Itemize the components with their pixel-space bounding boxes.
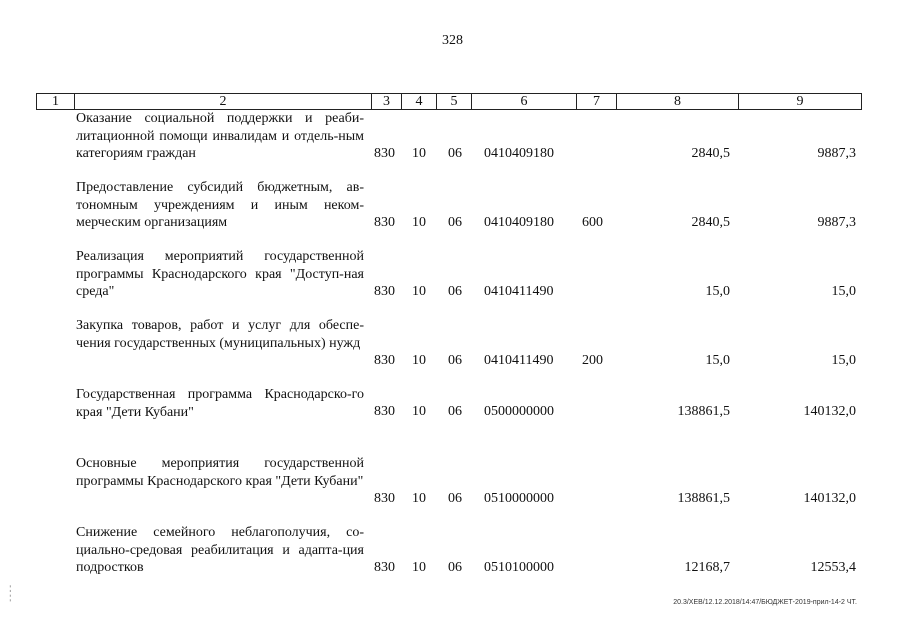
row-code-5: 06 <box>448 146 462 161</box>
row-amount-8: 15,0 <box>705 284 730 299</box>
row-code-4: 10 <box>412 491 426 506</box>
row-code-7: 200 <box>582 353 603 368</box>
row-amount-9: 15,0 <box>831 353 856 368</box>
table-row <box>0 317 905 386</box>
table-header <box>36 93 862 110</box>
row-code-5: 06 <box>448 404 462 419</box>
row-code-4: 10 <box>412 146 426 161</box>
header-col-6: 6 <box>472 94 577 109</box>
row-code-4: 10 <box>412 353 426 368</box>
row-code-7: 600 <box>582 215 603 230</box>
header-col-4: 4 <box>402 94 437 109</box>
row-code-6: 0410411490 <box>484 353 554 368</box>
row-code-5: 06 <box>448 560 462 575</box>
row-amount-8: 2840,5 <box>691 215 730 230</box>
row-description: Реализация мероприятий государственной программы Краснодарского края "Доступ-ная среда" <box>76 249 364 299</box>
row-amount-8: 12168,7 <box>684 560 730 575</box>
row-description: Государственная программа Краснодарско-го края "Дети Кубани" <box>76 387 364 420</box>
row-amount-8: 15,0 <box>705 353 730 368</box>
row-code-6: 0410409180 <box>484 146 554 161</box>
row-code-4: 10 <box>412 560 426 575</box>
row-amount-9: 140132,0 <box>803 491 856 506</box>
table-row <box>0 110 905 179</box>
row-code-4: 10 <box>412 284 426 299</box>
footer-stamp: 20.3/ХЕВ/12.12.2018/14:47/БЮДЖЕТ-2019-прил-14-2 ЧТ. <box>673 599 857 606</box>
row-code-5: 06 <box>448 284 462 299</box>
header-col-2: 2 <box>75 94 372 109</box>
table-row <box>0 179 905 248</box>
row-code-3: 830 <box>374 284 395 299</box>
header-col-3: 3 <box>372 94 402 109</box>
row-code-3: 830 <box>374 215 395 230</box>
row-code-5: 06 <box>448 491 462 506</box>
row-code-3: 830 <box>374 560 395 575</box>
row-amount-9: 15,0 <box>831 284 856 299</box>
header-col-1: 1 <box>37 94 75 109</box>
table-row <box>0 524 905 593</box>
row-code-3: 830 <box>374 146 395 161</box>
table-row <box>0 386 905 455</box>
header-col-8: 8 <box>617 94 739 109</box>
row-amount-8: 138861,5 <box>677 404 730 419</box>
row-amount-9: 140132,0 <box>803 404 856 419</box>
row-code-3: 830 <box>374 491 395 506</box>
row-code-6: 0410411490 <box>484 284 554 299</box>
row-amount-9: 12553,4 <box>810 560 856 575</box>
row-code-4: 10 <box>412 404 426 419</box>
page-number: 328 <box>442 33 463 48</box>
row-code-4: 10 <box>412 215 426 230</box>
row-description: Предоставление субсидий бюджетным, ав-тономным учреждениям и иным неком-мерческим организациям <box>76 180 364 230</box>
row-code-6: 0500000000 <box>484 404 554 419</box>
row-description: Основные мероприятия государственной программы Краснодарского края "Дети Кубани" <box>76 456 364 489</box>
table-row <box>0 455 905 524</box>
row-code-3: 830 <box>374 404 395 419</box>
table-row <box>0 248 905 317</box>
table-body <box>0 110 905 593</box>
row-code-6: 0410409180 <box>484 215 554 230</box>
header-col-7: 7 <box>577 94 617 109</box>
header-col-5: 5 <box>437 94 472 109</box>
row-code-6: 0510000000 <box>484 491 554 506</box>
row-amount-8: 2840,5 <box>691 146 730 161</box>
row-amount-8: 138861,5 <box>677 491 730 506</box>
row-description: Снижение семейного неблагополучия, со-циально-средовая реабилитация и адапта-ция подростков <box>76 525 364 575</box>
row-code-6: 0510100000 <box>484 560 554 575</box>
row-code-5: 06 <box>448 353 462 368</box>
margin-mark: - - - - <box>6 585 15 602</box>
row-amount-9: 9887,3 <box>817 146 856 161</box>
row-amount-9: 9887,3 <box>817 215 856 230</box>
row-code-5: 06 <box>448 215 462 230</box>
row-description: Оказание социальной поддержки и реаби-литационной помощи инвалидам и отдель-ным категориям граждан <box>76 111 364 161</box>
header-col-9: 9 <box>796 94 804 109</box>
row-code-3: 830 <box>374 353 395 368</box>
row-description: Закупка товаров, работ и услуг для обеспе-чения государственных (муниципальных) нужд <box>76 318 364 351</box>
